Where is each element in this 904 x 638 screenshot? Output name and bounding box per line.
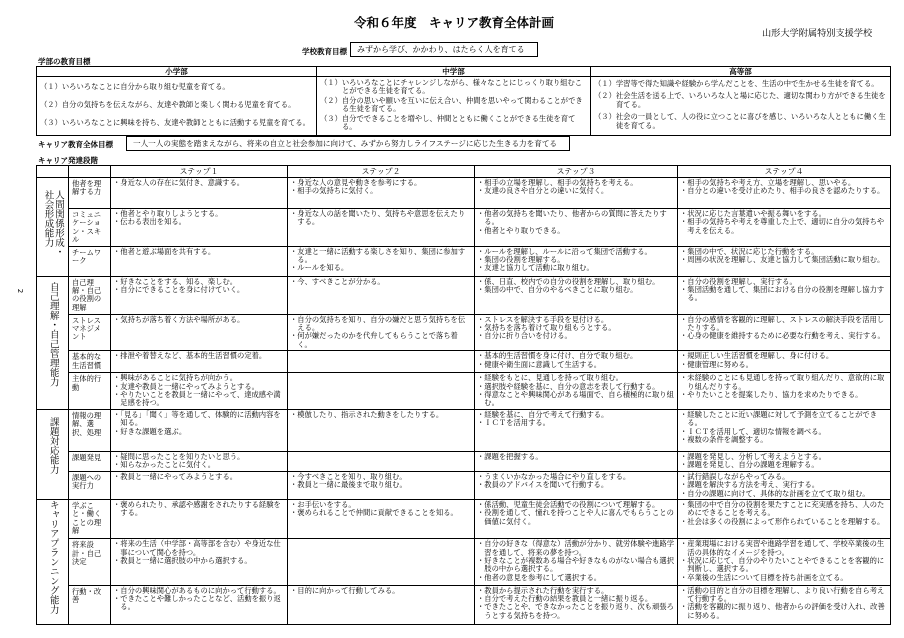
goal-item: （１）いろいろなことに自分から取り組む児童を育てる。 [40,81,230,91]
step-item: ・自分で考えた行動の結果を教員と一緒に振り返る。 [477,593,653,603]
high-school-goals-cell [591,77,891,136]
step-3-cell [475,409,678,451]
step-item: ・他者とやり取りできる。 [477,225,565,235]
step-3-cell [475,499,678,538]
step-item: ・心身の健康を維持するために必要な行動を考え、実行する。 [680,331,885,341]
step-4-cell [678,539,891,585]
step-1-cell [111,499,288,538]
step-item: ・伝わる表出を知る。 [113,217,186,227]
subcategory-cell [69,314,111,351]
step-item: ・やりたいことを提案したり、協力を求めたりできる。 [680,390,863,400]
elementary-goals-cell [37,77,317,136]
step-1-cell [111,539,288,585]
step-4-cell [678,409,891,451]
subcategory-label: ストレスマネジメント [72,315,101,342]
step-2-cell [288,351,475,373]
step-item: ・教員と一緒にやってみようとする。 [113,471,238,481]
stage-table-body [37,178,891,625]
step-3-cell [475,373,678,410]
stage-row [37,351,891,373]
step-2-cell [288,276,475,314]
career-stage-table [36,165,891,625]
step-item: ・排泄や着替えなど、基本的生活習慣の定着。 [113,351,267,361]
step-4-cell [678,471,891,499]
step-1-cell [111,585,288,624]
step-item: ・活動の目的と自分の目標を理解し、より良い行動を自ら考えて行動する。 [680,585,885,603]
subcategory-cell [69,351,111,373]
step-1-cell [111,373,288,410]
step-item: ・課題を把握する。 [477,451,543,461]
step-item: ・自分の感情を客観的に理解し、ストレスの解決手段を活用したりする。 [680,314,885,333]
step-4-cell [678,246,891,276]
step-item: ・役割を通して、憧れを持つことや人に喜んでもらうことの価値に気付く。 [477,508,674,526]
subcategory-label: コミュニケーション・スキル [72,210,102,245]
step-item: ・教員と一緒に選択肢の中から選択する。 [113,556,252,566]
step-item: ・自分の気持ちを知り、自分の嫌だと思う気持ちを伝える。 [290,314,466,333]
step-item: ・模倣したり、指示された動きをしたりする。 [290,409,444,419]
step-item: ・友達や教員と一緒にやってみようとする。 [113,381,259,391]
subcategory-cell [69,178,111,209]
subcategory-label: 将来設計・自己決定 [72,540,102,567]
subcategory-cell [69,585,111,624]
category-label: 課題対応能力 [47,417,59,475]
step-item: ・健康管理に努める。 [680,359,753,369]
goal-item: （１）いろいろなことにチャレンジしながら、様々なことにじっくり取り組むことができる生徒を育てる。 [320,77,583,95]
step-item: ・「見る」「聞く」等を通して、体験的に活動内容を知る。 [113,409,281,428]
subcategory-cell [69,539,111,585]
subcategory-label: 学ぶこと・働くことの理解 [72,500,102,536]
step-item: ・卒業後の生活について目標を持ち計画を立てる。 [680,572,848,582]
stage-row [37,178,891,209]
step-item: ・好きなことが複数ある場合や好きなものがない場合も選択肢の中から選択する。 [477,556,675,574]
step-2-cell [288,209,475,247]
department-goals-table [36,66,891,136]
step-item: ・集団活動を通して、集団における自分の役割を理解し協力する。 [680,285,885,303]
step-item: ・健康や衛生面に意識して生活する。 [477,359,602,369]
step-item: ・他者の気持ちを聞いたり、他者からの質問に答えたりする。 [477,209,667,227]
step-item: ・身近な人の意見や動きを参考にする。 [290,178,422,187]
step-item: ・試行錯誤しながらやってみる。 [680,471,790,481]
step-item: ・ＩＣＴを活用する。 [477,418,550,428]
step-item: ・今すべきことを知り、取り組む。 [290,471,407,481]
career-goal-label: キャリア教育全体目標 [38,140,113,149]
step-item: ・ルールを理解し、ルールに沿って集団で活動する。 [477,246,652,256]
step-item: ・基本的生活習慣を身に付け、自分で取り組む。 [477,351,638,361]
step-item: ・経験をもとに、見通しを持って取り組む。 [477,373,623,383]
step-item: ・得意なことや興味関心がある場面で、自ら積極的に取り組む。 [477,390,674,408]
step-item: ・目的に向かって行動してみる。 [290,585,400,595]
step-2-cell [288,539,475,585]
career-goal-text: 一人一人の実態を踏まえながら、将来の自立と社会参加に向けて、みずから努力しライフステージに応じた生きる力を育てる [126,136,570,151]
step-item: ・教員と一緒に最後まで取り組む。 [290,480,407,490]
step-item: ・選択肢や経験を基に、自分の意志を表して行動する。 [477,381,660,391]
step-item: ・自分にできることを身に付けていく。 [113,285,245,295]
step-2-cell [288,314,475,351]
department-goals-label: 学部の教育目標 [38,57,91,66]
step-4-cell [678,351,891,373]
step-item: ・係活動、児童生徒会活動での役割について理解する。 [477,499,660,509]
step-item: ・集団の中で、自分のやるべきことに取り組む。 [477,285,638,295]
step-2-cell [288,373,475,410]
subcategory-label: 課題への実行力 [72,472,102,491]
career-stage-label: キャリア発達段階 [38,156,98,165]
stage-row [37,314,891,351]
step-3-cell [475,246,678,276]
step-item: ・自分の興味関心があるものに向かって行動する。 [113,585,281,595]
category-cell [37,409,69,499]
step-item: ・規則正しい生活習慣を理解し、身に付ける。 [680,351,834,361]
step-2-cell [288,471,475,499]
subcategory-cell [69,246,111,276]
step-3-cell [475,451,678,471]
stage-row [37,539,891,585]
step-item: ・社会は多くの役割によって形作られていることを理解する。 [680,516,885,526]
step-item: ・活動を客観的に振り返り、他者からの評価を受け入れ、改善に努める。 [680,602,885,620]
step-3-header: ステップ３ [475,166,678,178]
goal-item: （２）自分の気持ちを伝えながら、友達や教師と楽しく関わる児童を育てる。 [40,99,296,109]
step-item: ・自分の課題に向けて、具体的な計画を立てて取り組む。 [680,488,870,498]
step-item: ・ＩＣＴを活用して、適切な情報を調べる。 [680,426,826,436]
step-item: ・複数の条件を調整する。 [680,435,768,445]
step-1-cell [111,451,288,471]
step-item: ・他者とやり取りしようとする。 [113,209,223,218]
subcategory-header [69,166,111,178]
step-item: ・疑問に思ったことを知りたいと思う。 [113,451,245,461]
step-item: ・将来の生活（中学部・高等部を含む）や身近な仕事について関心を持つ。 [113,539,281,557]
subcategory-label: 主体的行動 [72,374,102,392]
goal-item: （１）学習等で得た知識や経験から学んだことを、生活の中で生かせる生徒を育てる。 [594,78,879,88]
elementary-header: 小学部 [37,67,317,77]
subcategory-cell [69,409,111,451]
subcategory-label: 他者を理解する力 [72,179,102,197]
step-item: ・課題を発見し、自分の課題を理解する。 [680,460,819,470]
step-item: ・相手の気持ちに気付く。 [290,186,378,196]
goal-list [594,78,887,132]
step-item: ・課題を解決する方法を考え、実行する。 [680,480,820,490]
step-item: ・興味があることに気持ちが向かう。 [113,373,238,383]
step-item: ・気持ちを落ち着けて取り組もうとする。 [477,323,616,333]
step-1-cell [111,351,288,373]
step-4-cell [678,209,891,247]
step-item: ・相手の気持ちや考え方、立場を理解し、思いやる。 [680,178,856,187]
school-goal-label: 学校教育目標 [302,47,347,56]
school-goal-text: みずから学び、かかわり、はたらく人を育てる [350,42,538,57]
junior-high-header: 中学部 [317,67,591,77]
category-label: キャリアプランニング能力 [47,499,59,614]
goal-list [40,78,313,132]
stage-row [37,471,891,499]
step-3-cell [475,314,678,351]
step-2-cell [288,585,475,624]
step-item: ・友達の良さや自分との違いに気付く。 [477,186,609,196]
goal-item: （３）いろいろなことに興味を持ち、友達や教師とともに活動する児童を育てる。 [40,117,310,127]
step-4-cell [678,178,891,209]
stage-row [37,373,891,410]
step-1-cell [111,178,288,209]
subcategory-label: 課題発見 [72,452,102,462]
step-2-cell [288,178,475,209]
stage-table-head [37,166,891,178]
step-3-cell [475,471,678,499]
step-item: ・気持ちが落ち着く方法や場所がある。 [113,314,245,324]
category-cell [37,178,69,277]
step-3-cell [475,539,678,585]
stage-row [37,585,891,624]
stage-row [37,209,891,247]
step-item: ・友達と一緒に活動する楽しさを知り、集団に参加する。 [290,246,466,265]
step-3-cell [475,351,678,373]
step-item: ・やりたいことを教員と一緒にやって、達成感や満足感を持つ。 [113,390,281,408]
step-1-cell [111,314,288,351]
step-item: ・身近な人の話を聞いたり、気持ちや意思を伝えたりする。 [290,209,466,227]
step-item: ・自分との違いを受け止めたり、相手の良さを認めたりする。 [680,186,885,196]
step-2-cell [288,246,475,276]
subcategory-label: 自己理解・自己の役割の理解 [72,277,102,312]
step-item: ・教員から提示された行動を実行する。 [477,585,609,595]
step-1-header: ステップ１ [111,166,288,178]
document-title: 令和６年度 キャリア教育全体計画 [354,15,555,30]
step-item: ・他者の意見を参考にして選択する。 [477,572,602,582]
step-item: ・他者と遊ぶ場面を共有する。 [113,246,216,256]
category-label: 自己理解・自己管理能力 [47,281,59,387]
step-item: ・集団の役割を理解する。 [477,255,565,265]
subcategory-cell [69,373,111,410]
step-1-cell [111,276,288,314]
goals-header-row [37,67,891,77]
stage-row [37,276,891,314]
step-4-cell [678,373,891,410]
step-2-cell [288,451,475,471]
step-item: ・自分の役割を理解し、実行する。 [680,276,797,286]
step-1-cell [111,471,288,499]
subcategory-label: 情報の理解、選択、処理 [72,410,102,437]
step-item: ・ルールを知る。 [290,263,349,273]
step-4-cell [678,499,891,538]
category-cell [37,499,69,624]
category-header [37,166,69,178]
page-number: 2 [16,288,25,294]
goal-list [320,78,587,132]
step-item: ・産業現場における実習や進路学習を通して、学校卒業後の生活の具体的なイメージを持つ。 [680,539,885,557]
step-4-cell [678,585,891,624]
step-item: ・係、日直、校内での自分の役割を理解し、取り組む。 [477,276,660,286]
step-4-cell [678,314,891,351]
step-2-header: ステップ２ [288,166,475,178]
stage-row [37,409,891,451]
stage-row [37,246,891,276]
goal-item: （２）社会生活を送る上で、いろいろな人と場に応じた、適切な関わり方ができる生徒を育てる。 [594,91,886,109]
junior-high-goals-cell [317,77,591,136]
step-item: ・周囲の状況を理解し、友達と協力して集団活動に取り組む。 [680,255,885,265]
step-4-header: ステップ４ [678,166,891,178]
goals-body-row [37,77,891,136]
category-cell [37,276,69,409]
step-item: ・経験したことに近い課題に対して予測を立てることができる。 [680,409,878,428]
subcategory-label: 行動・改善 [72,586,102,604]
step-item: ・褒められることで仲間に貢献できることを知る。 [290,508,458,518]
step-4-cell [678,276,891,314]
step-item: ・うまくいかなかった場合にやり直しをする。 [477,471,631,481]
goal-item: （２）自分の思いや願いを互いに伝え合い、仲間を思いやって関わることができる生徒を育てる。 [320,95,583,113]
step-item: ・自分の好きな（得意な）活動が分かり、就労体験や進路学習を通して、将来の夢を持つ。 [477,539,675,557]
step-item: ・知らなかったことに気付く。 [113,460,216,470]
step-3-cell [475,276,678,314]
subcategory-label: チームワーク [72,247,102,266]
step-1-cell [111,409,288,451]
step-4-cell [678,451,891,471]
step-item: ・集団の中で自分の役割を果たすことに充実感を持ち、人のためにできることを考える。 [680,499,885,518]
goal-item: （３）自分でできることを増やし、仲間とともに働くことができる生徒を育てる。 [320,113,576,131]
step-item: ・できたことや難しかったことなど、活動を振り返る。 [113,593,281,612]
step-3-cell [475,178,678,209]
step-1-cell [111,209,288,247]
step-item: ・集団の中で、状況に応じた行動をする。 [680,246,819,256]
step-item: ・経験を基に、自分で考えて行動する。 [477,409,609,419]
step-item: ・相手の立場を理解し、相手の気持ちを考える。 [477,178,638,187]
step-item: ・好きなことをする、知る、楽しむ。 [113,276,238,286]
step-item: ・何が嫌だったのかを代弁してもらうことで落ち着く。 [290,331,458,349]
step-item: ・相手の気持ちや考えを尊重した上で、適切に自分の気持ちや考えを伝える。 [680,217,885,235]
category-label: 人間関係形成・社会形成能力 [42,189,64,257]
step-2-cell [288,499,475,538]
step-item: ・状況に応じた言葉遣いや振る舞いをする。 [680,209,826,218]
step-item: ・未経験のことにも見通しを持って取り組んだり、意欲的に取り組んだりする。 [680,373,885,391]
goal-item: （３）社会の一員として、人の役に立つことに喜びを感じ、いろいろな人とともに働く生徒を育てる。 [594,112,886,130]
school-name: 山形大学附属特別支援学校 [762,28,873,39]
step-item: ・身近な人の存在に気付き、意識する。 [113,178,245,187]
subcategory-cell [69,451,111,471]
step-item: ・今、すべきことが分かる。 [290,276,385,286]
step-item: ・自分に折り合いを付ける。 [477,331,572,341]
step-item: ・できたことや、できなかったことを振り返り、次も頑張ろうとする気持ちを持つ。 [477,602,674,620]
step-3-cell [475,585,678,624]
subcategory-cell [69,471,111,499]
stage-header-row [37,166,891,178]
step-3-cell [475,209,678,247]
step-item: ・好きな課題を選ぶ。 [113,426,187,436]
step-item: ・友達と協力して活動に取り組む。 [477,263,594,273]
step-item: ・お手伝いをする。 [290,499,356,509]
high-school-header: 高等部 [591,67,891,77]
step-1-cell [111,246,288,276]
step-item: ・課題を発見し、分析して考えようとする。 [680,451,826,461]
step-item: ・褒められたり、承認や感謝をされたりする経験をする。 [113,499,281,518]
step-item: ・ストレスを解決する手段を見付ける。 [477,314,609,324]
subcategory-label: 基本的な生活習慣 [72,352,102,370]
stage-row [37,451,891,471]
step-item: ・教員のアドバイスを聞いて行動する。 [477,480,609,490]
step-item: ・状況に応じて、自分のやりたいことやできることを客観的に判断し、選択する。 [680,556,885,574]
step-2-cell [288,409,475,451]
subcategory-cell [69,209,111,247]
subcategory-cell [69,276,111,314]
stage-row [37,499,891,538]
subcategory-cell [69,499,111,538]
